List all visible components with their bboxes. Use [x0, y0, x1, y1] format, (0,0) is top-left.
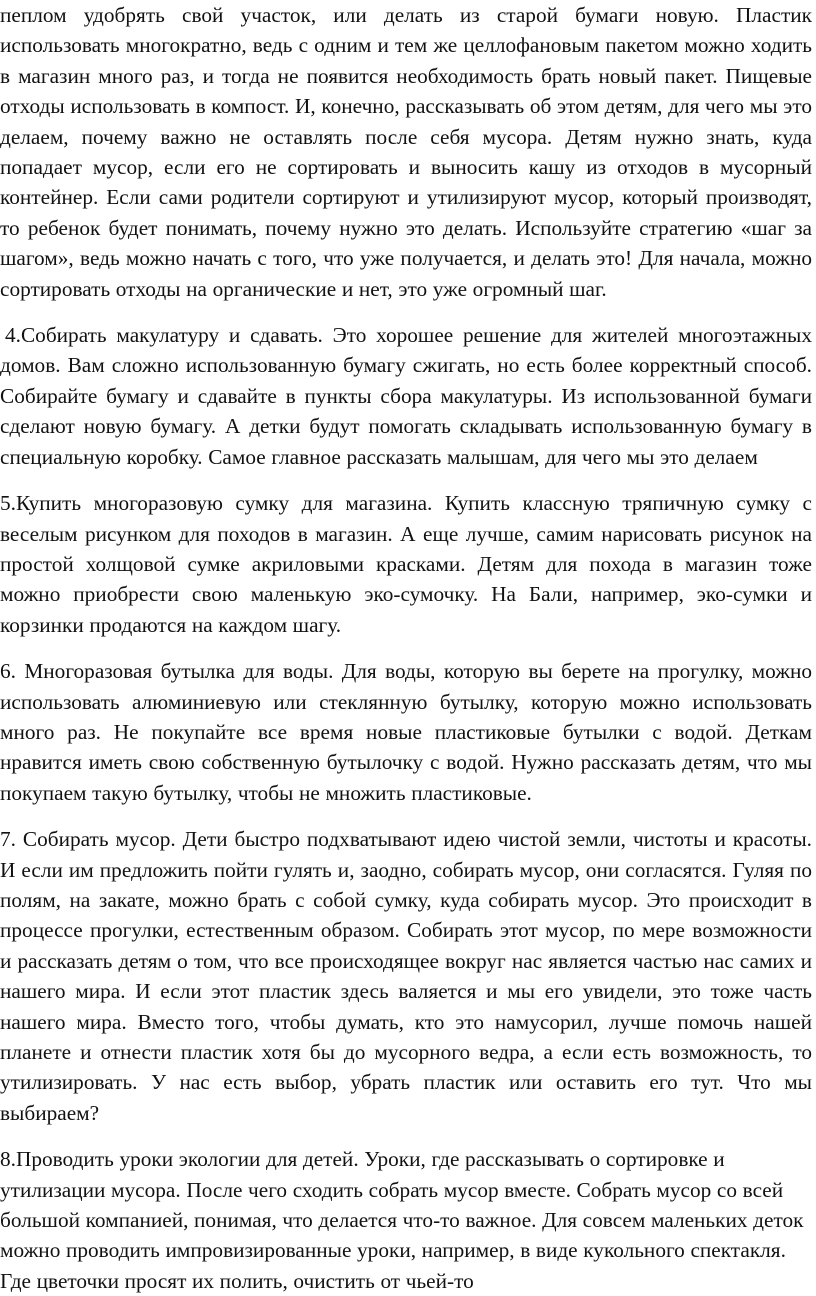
paragraph-item-8: 8.Проводить уроки экологии для детей. Уроки, где рассказывать о сортировке и утилизации мусора. После чего сходить собрать мусор вместе. Собрать мусор со всей большой компанией, понимая, что делается что-то важное. Для совсем маленьких деток можно проводить импровизированные уроки, например, в виде кукольного спектакля. Где цветочки просят их полить, очистить от чьей-то: [0, 1147, 804, 1293]
paragraph-continuation: пеплом удобрять свой участок, или делать из старой бумаги новую. Пластик использовать многократно, ведь с одним и тем же целлофановым пакетом можно ходить в магазин много раз, и тогда не появится необходимость брать новый пакет. Пищевые отходы использовать в компост. И, конечно, рассказывать об этом детям, для чего мы это делаем, почему важно не оставлять после себя мусора. Детям нужно знать, куда попадает мусор, если его не сортировать и выносить кашу из отходов в мусорный контейнер. Если сами родители сортируют и утилизируют мусор, который производят, то ребенок будет понимать, почему нужно это делать. Используйте стратегию «шаг за шагом», ведь можно начать с того, что уже получается, и делать это! Для начала, можно сортировать отходы на органические и нет, это уже огромный шаг.: [0, 3, 812, 301]
paragraph-item-7: 7. Собирать мусор. Дети быстро подхватывают идею чистой земли, чистоты и красоты. И если им предложить пойти гулять и, заодно, собирать мусор, они согласятся. Гуляя по полям, на закате, можно брать с собой сумку, куда собирать мусор. Это происходит в процессе прогулки, естественным образом. Собирать этот мусор, по мере возможности и рассказать детям о том, что все происходящее вокруг нас является частью нас самих и нашего мира. И если этот пластик здесь валяется и мы его увидели, это тоже часть нашего мира. Вместо того, чтобы думать, кто это намусорил, лучше помочь нашей планете и отнести пластик хотя бы до мусорного ведра, а если есть возможность, то утилизировать. У нас есть выбор, убрать пластик или оставить его тут. Что мы выбираем?: [0, 827, 812, 1125]
paragraph-item-5: 5.Купить многоразовую сумку для магазина. Купить классную тряпичную сумку с веселым рисунком для походов в магазин. А еще лучше, самим нарисовать рисунок на простой холщовой сумке акриловыми красками. Детям для похода в магазин тоже можно приобрести свою маленькую эко-сумочку. На Бали, например, эко-сумки и корзинки продаются на каждом шагу.: [0, 491, 812, 637]
paragraph-item-6: 6. Многоразовая бутылка для воды. Для воды, которую вы берете на прогулку, можно использовать алюминиевую или стеклянную бутылку, которую можно использовать много раз. Не покупайте все время новые пластиковые бутылки с водой. Деткам нравится иметь свою собственную бутылочку с водой. Нужно рассказать детям, что мы покупаем такую бутылку, чтобы не множить пластиковые.: [0, 659, 812, 805]
paragraph-item-4: 4.Собирать макулатуру и сдавать. Это хорошее решение для жителей многоэтажных домов. Вам сложно использованную бумагу сжигать, но есть более корректный способ. Собирайте бумагу и сдавайте в пункты сбора макулатуры. Из использованной бумаги сделают новую бумагу. А детки будут помогать складывать использованную бумагу в специальную коробку. Самое главное рассказать малышам, для чего мы это делаем: [0, 323, 812, 469]
